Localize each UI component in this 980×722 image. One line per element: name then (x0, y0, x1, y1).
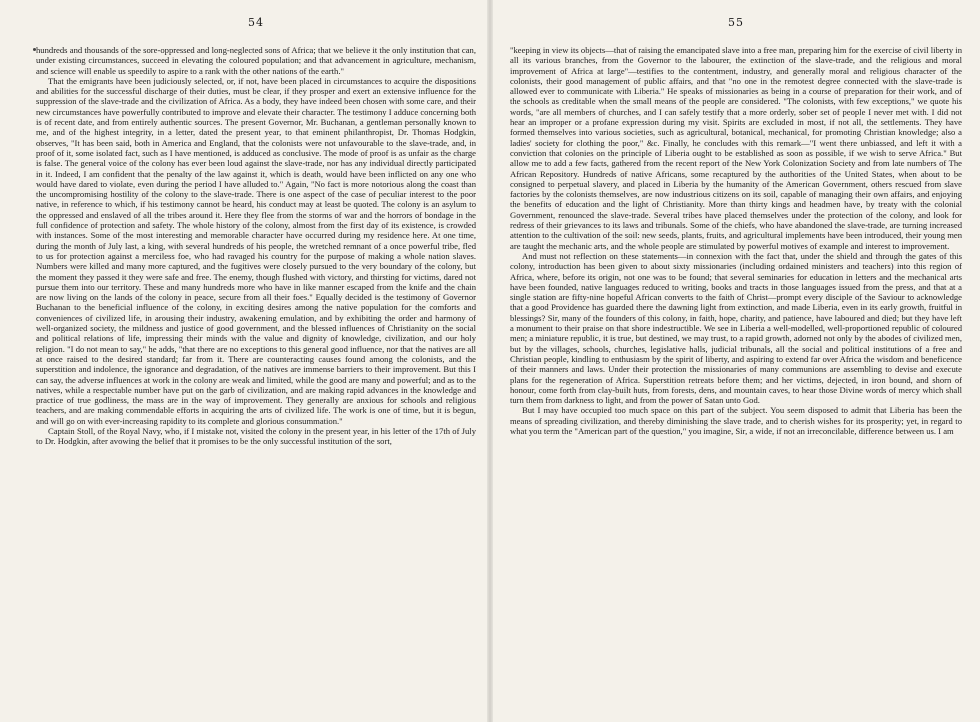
paragraph: But I may have occupied too much space on this part of the subject. You seem disposed to admit that Liberia has been the means of spreading civilization, and thereby diminishing the slave trade, and to cherish wishes for its prosperity; yet, in regard to what you term the "American part of the question," you imagine, Sir, a wide, if not an irreconcilable, difference between us. I am (510, 405, 962, 436)
paragraph: And must not reflection on these statements—in connexion with the fact that, under the shield and through the gates of this colony, introduction has been given to about sixty missionaries (including ordained ministers and teachers) into this region of Africa, where, before its origin, not one was to be found; that several seminaries for education in letters and the mechanical arts have been founded, native languages reduced to writing, books and tracts in those languages issued from the press, and that at a single station are fifty-nine hopeful African converts to the faith of Christ—prompt every disciple of the Saviour to acknowledge that a good Providence has guarded there the dawning light from extinction, and made Liberia, even in its early growth, fruitful in blessings? Sir, many of the founders of this colony, in faith, hope, charity, and patience, have laboured and died; but they have left a monument to their praise on that shore indestructible. We see in Liberia a well-modelled, well-proportioned republic of coloured men; a miniature republic, it is true, but destined, we may trust, to a rapid growth, adorned not only by the abodes of civilized men, but by the villages, schools, churches, legislative halls, judicial tribunals, all the social and political institutions of a free and Christian people, kindling to enthusiasm by the spirit of liberty, and aspiring to extend far over Africa the wisdom and beneficence of their manners and laws. Under their protection the missionaries of many communions are assembling to devise and execute plans for the regeneration of Africa. Superstition retreats before them; and her victims, dejected, in iron bound, and shorn of honour, come forth from clay-built huts, from forests, dens, and mountain caves, to hear those Divine words of mercy which shall turn them from darkness to light, and from the power of Satan unto God. (510, 250, 962, 406)
paragraph: hundreds and thousands of the sore-oppressed and long-neglected sons of Africa; that we believe it the only institution that can, under existing circumstances, succeed in elevating the coloured population; and that advancement in agriculture, mechanism, and science will enable us speedily to aspire to a rank with the other nations of the earth." (36, 45, 476, 76)
page-number: 55 (728, 16, 744, 29)
paragraph: Captain Stoll, of the Royal Navy, who, if I mistake not, visited the colony in the present year, in his letter of the 17th of July to Dr. Hodgkin, after avowing the belief that it promises to be the only successful institution of the sort, (36, 425, 476, 447)
page-number: 54 (248, 16, 264, 29)
paragraph: That the emigrants have been judiciously selected, or, if not, have been placed in circumstances to acquire the dispositions and abilities for the successful discharge of their duties, must be clear, if they prosper and exert an extensive influence for the suppression of the slave-trade and the civilization of Africa. As a body, they have indeed been chosen with some care, and their new circumstances have powerfully contributed to improve and elevate their character. The testimony I adduce concerning both is of recent date, and from entirely authentic sources. The present Governor, Mr. Buchanan, a gentleman personally known to me, and of the highest integrity, in a letter, dated the present year, to that eminent philanthropist, Dr. Thomas Hodgkin, observes, "It has been said, both in America and England, that the colonists were not unfavourable to the slave-trade, and, in proof of it, some isolated fact, such as I have mentioned, is adduced as conclusive. The mode of proof is as unfair as the charge is false. The general voice of the colony has ever been loud against the slave-trade, nor has any individual directly participated in it. Indeed, I am confident that the penalty of the law against it, which is death, would have been inflicted on any one who would have dared to violate, even during the period I have alluded to." Again, "No fact is more notorious along the coast than the uncompromising hostility of the colony to the slave-trade. There is one aspect of the case of peculiar interest to the poor native, in reference to which, if his testimony cannot be heard, his conduct may at least be quoted. The colony is an asylum to the oppressed and enslaved of all the tribes around it. Here they flee from the storms of war and the horrors of bondage in the full confidence of protection and safety. The whole history of the colony, almost from the first day of its existence, is crowded with instances. Some of the most interesting and memorable character have occurred during my residence here. At one time, during the month of July last, a king, with several hundreds of his people, the wretched remnant of a once powerful tribe, fled to us for protection against a merciless foe, who had ravaged his country for the purpose of making a whole nation slaves. Numbers were killed and many more captured, and the fugitives were closely pursued to the very boundary of the colony, but the moment they passed it they were safe and free. The enemy, though flushed with victory, and thirsting for victims, dared not pursue them into our territory. These and many hundreds more who have in like manner escaped from the knife and the chain are now living on the lands of the colony in peace, secure from all their foes." Equally decided is the testimony of Governor Buchanan to the beneficial influence of the colony, in exciting desires among the native population for the comforts and conveniences of civilized life, in arousing their industry, awakening emulation, and by exhibiting the order and harmony of well-organized society, the mildness and justice of good government, and the blessed influences of Christianity on the social and political relations of life, impressing their minds with the value and dignity of knowledge, civilization, and our holy religion. "I do not mean to say," he adds, "that there are no exceptions to this general good influence, nor that the natives are all at once raised to the desired standard; far from it. There are counteracting causes found among the colonists, and the superstition and indolence, the ignorance and degradation, of the natives are immense barriers to their improvement. But this I can say, the adverse influences at work in the colony are weak and limited, while the good are many and powerful; and as to the natives, while a respectable number have put on the garb of civilization, and are making rapid advances in the knowledge and practice of true godliness, the mass are in the way of improvement. They generally are anxious for schools and religious teachers, and are making commendable efforts in acquiring the arts of civilized life. The work is one of time, but it is begun, and will go on with ever-increasing rapidity to its complete and glorious consummation." (36, 75, 476, 426)
paragraph: "keeping in view its objects—that of raising the emancipated slave into a free man, preparing him for the exercise of civil liberty in all its various branches, from the Governor to the labourer, the extinction of the slave-trade, and the religious and moral improvement of Africa at large"—testifies to the contentment, industry, and generally moral and religious character of the colonists, their good management of public affairs, and that "no one in the remotest degree connected with the slave-trade is allowed ever to communicate with Liberia." He speaks of missionaries as being in a course of preparation for their work, and of the schools as creditable when the small means of the people are considered. "The colonists, with few exceptions," we quote his words, "are all members of churches, and I can safely testify that a more orderly, sober set of people I never met with. I did not hear an improper or a profane expression during my visit. Spirits are excluded in most, if not all, the settlements. They have formed themselves into various societies, such as agricultural, botanical, mechanical, for promoting Christian knowledge; also a ladies' society for clothing the poor," &c. Finally, he concludes with this remark—"I went there unbiassed, and left it with a conviction that colonies on the principle of Liberia ought to be established as soon as possible, if we wish to serve Africa." But allow me to add a few facts, gathered from the recent report of the New York Colonization Society and from late numbers of The African Repository. Hundreds of native Africans, some recaptured by the authorities of the United States, when about to be consigned to perpetual slavery, and placed in Liberia by the humanity of the American Government, others rescued from slave factories by the colonists themselves, are now industrious citizens on its soil, capable of managing their own affairs, and enjoying the benefits of education and the light of Christianity. More than thirty kings and headmen have, by treaty with the colonial Government, renounced the slave-trade. Several tribes have placed themselves under the protection of the colony, and look for redress of their grievances to its laws and tribunals. Some of the chiefs, who have abandoned the slave-trade, are turning increased attention to the cultivation of the soil: new seeds, plants, fruits, and agricultural implements have been introduced, their young men are taught the mechanic arts, and the whole people are stimulated by powerful motives of example and interest to improvement. (510, 45, 962, 251)
right-page (490, 0, 980, 722)
page-body (510, 45, 962, 436)
page-body (36, 45, 476, 447)
